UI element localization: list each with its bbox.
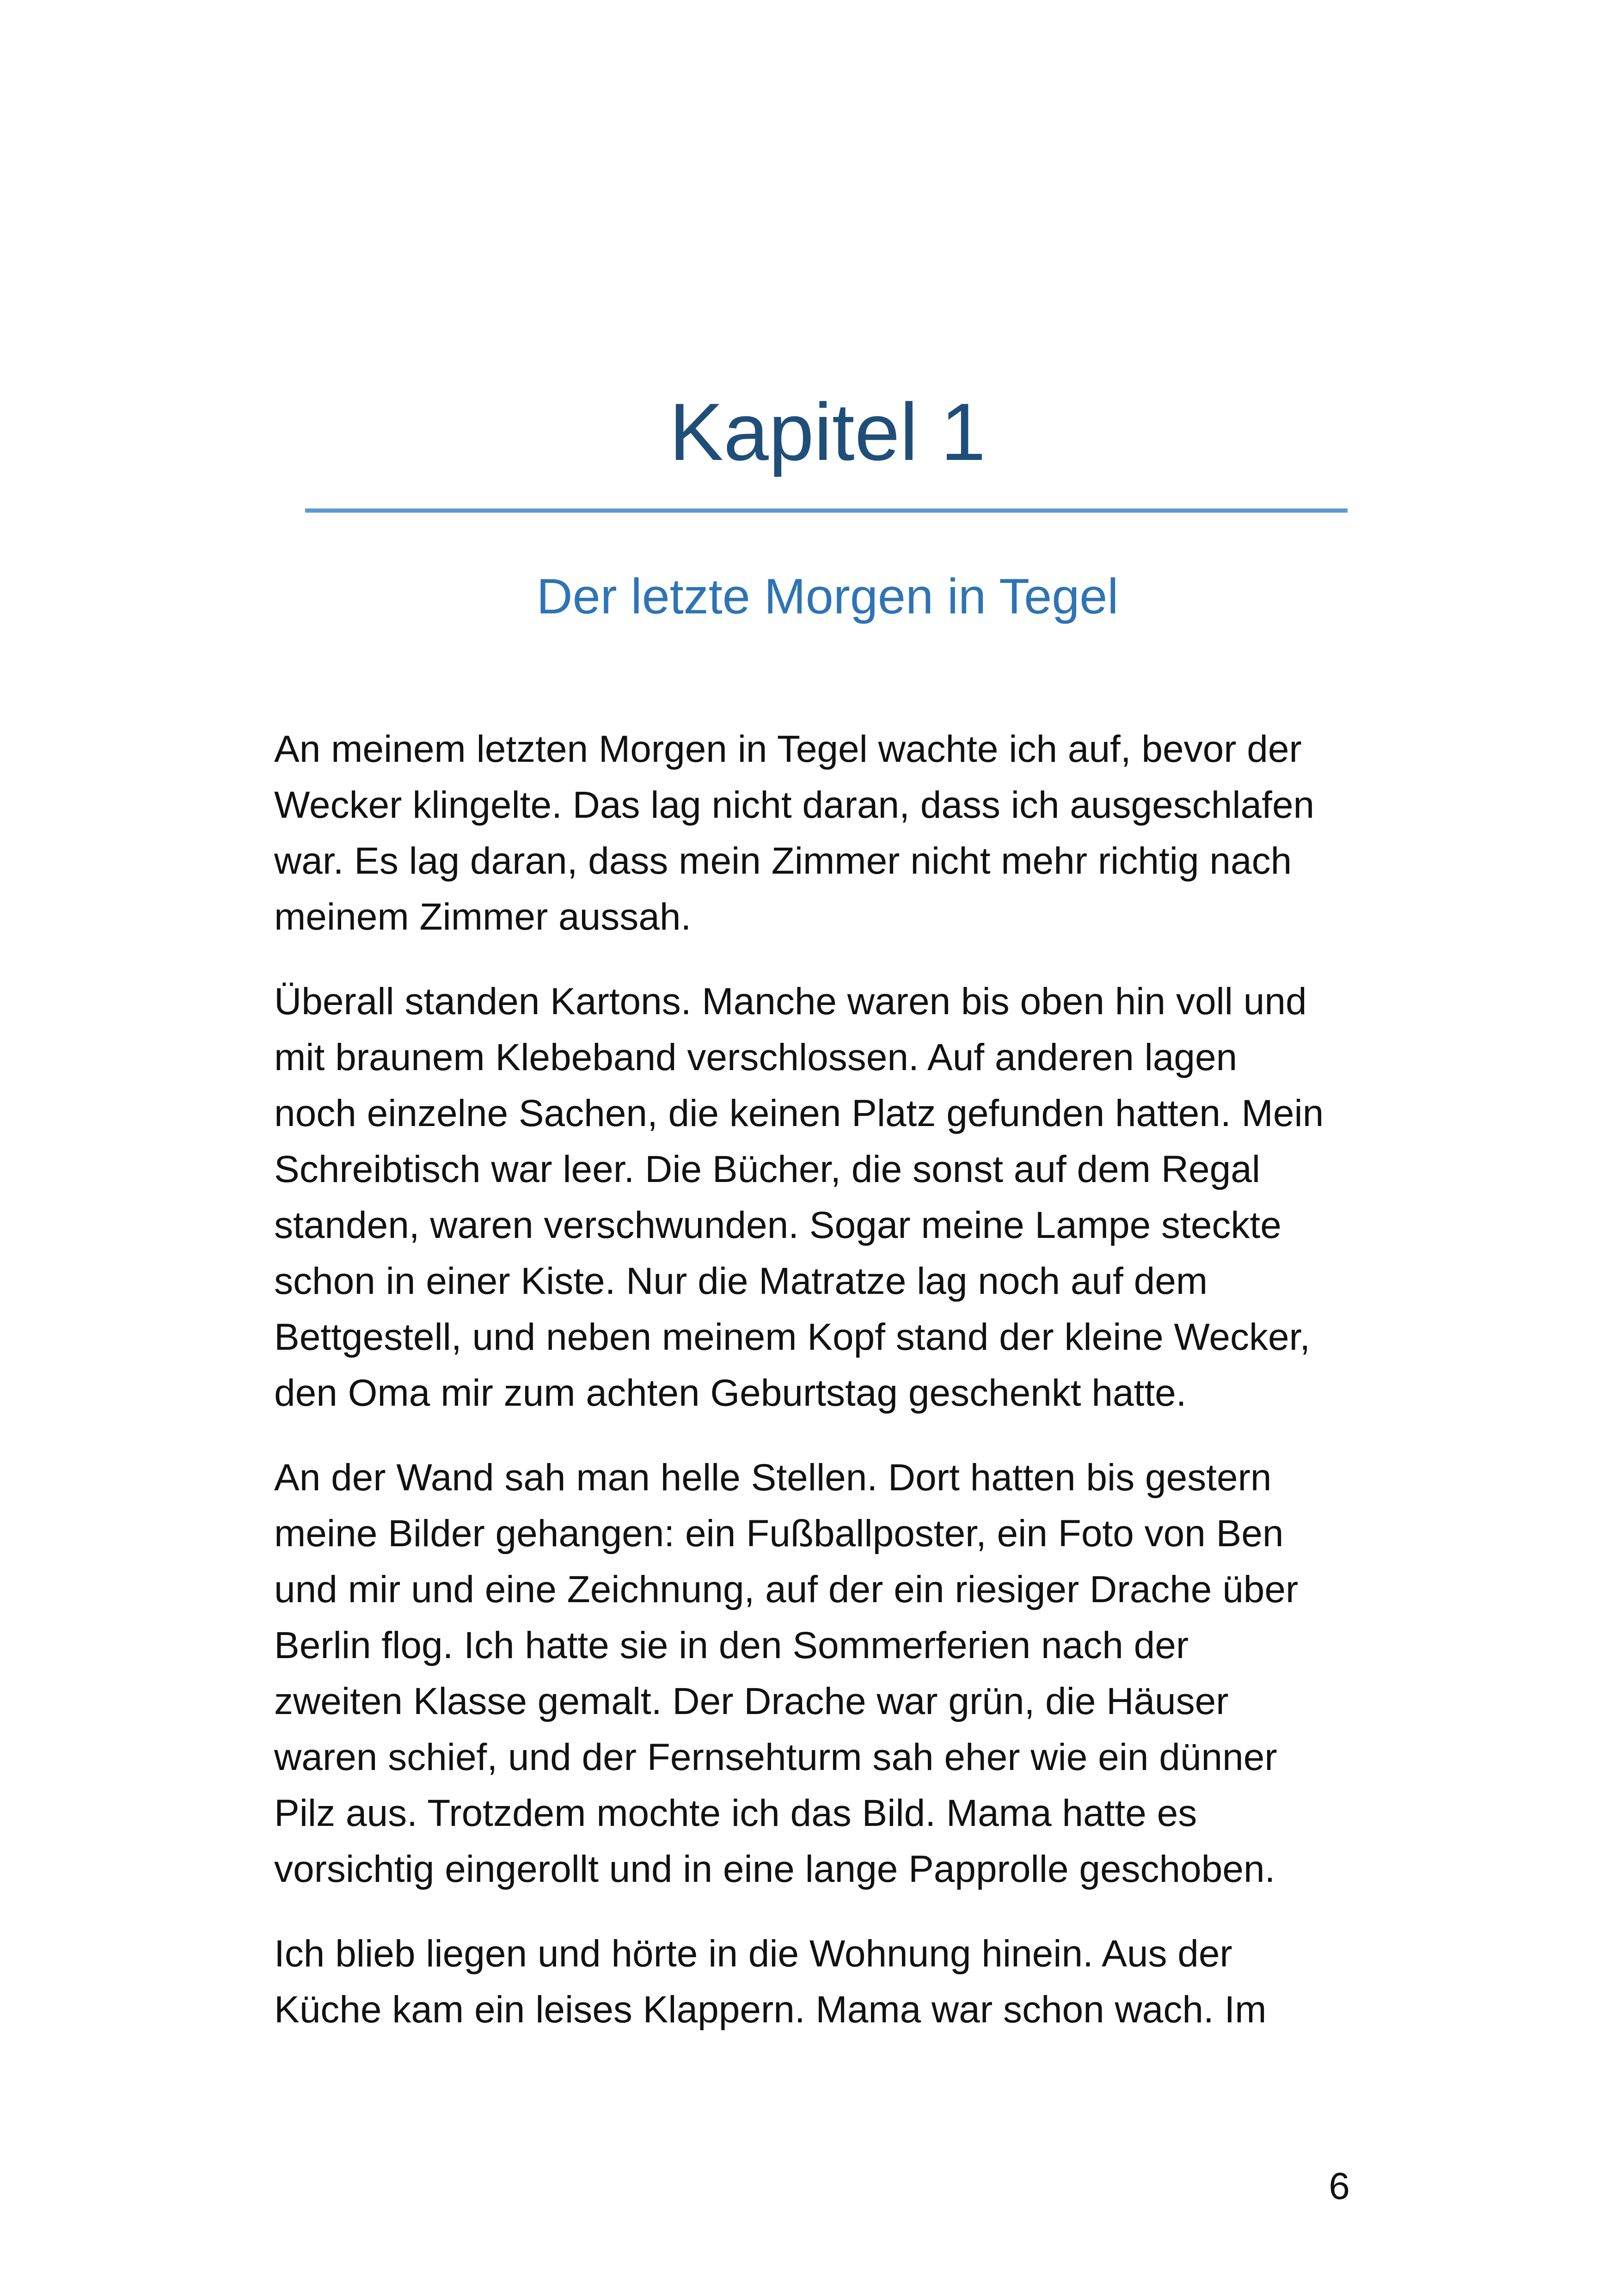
page-number: 6 [1329,2165,1350,2207]
paragraph: Überall standen Kartons. Manche waren bis oben hin voll und mit braunem Klebeband verschlossen. Auf anderen lagen noch einzelne Sachen, die keinen Platz gefunden hatten. Mein Schreibtisch war leer. Die Bücher, die sonst auf dem Regal standen, waren verschwunden. Sogar meine Lampe steckte schon in einer Kiste. Nur die Matratze lag noch auf dem Bettgestell, und neben meinem Kopf stand der kleine Wecker, den Oma mir zum achten Geburtstag geschenkt hatte. [274,980,1324,1414]
title-divider [305,508,1348,513]
chapter-title: Kapitel 1 [669,387,986,478]
chapter-subtitle: Der letzte Morgen in Tegel [536,568,1119,624]
paragraph: An der Wand sah man helle Stellen. Dort hatten bis gestern meine Bilder gehangen: ein Fußballposter, ein Foto von Ben und mir und eine Zeichnung, auf der ein riesiger Drache über Berlin flog. Ich hatte sie in den Sommerferien nach der zweiten Klasse gemalt. Der Drache war grün, die Häuser waren schief, und der Fernsehturm sah eher wie ein dünner Pilz aus. Trotzdem mochte ich das Bild. Mama hatte es vorsichtig eingerollt und in eine lange Papprolle geschoben. [274,1457,1299,1890]
chapter-body [274,721,1356,2066]
paragraph: Ich blieb liegen und hörte in die Wohnung hinein. Aus der Küche kam ein leises Klappern. Mama war schon wach. Im [274,1933,1267,2031]
paragraph: An meinem letzten Morgen in Tegel wachte ich auf, bevor der Wecker klingelte. Das lag nicht daran, dass ich ausgeschlafen war. Es lag daran, dass mein Zimmer nicht mehr richtig nach meinem Zimmer aussah. [274,728,1315,938]
